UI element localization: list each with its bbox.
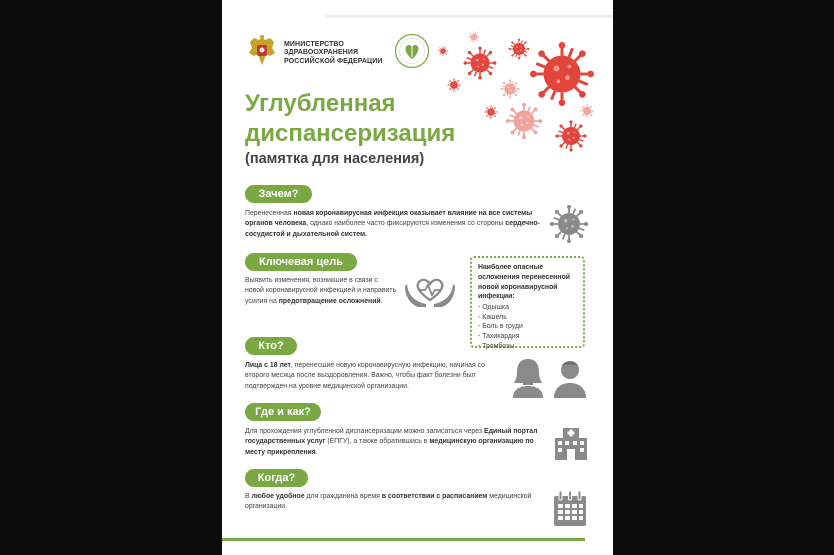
complications-title [478,263,584,302]
virus-cluster-decoration [430,28,613,158]
when-text-bold: любое удобное [251,493,305,500]
page-title [245,89,455,149]
heart-hands-icon [404,274,456,308]
bottom-divider [222,538,585,541]
top-divider [325,15,613,18]
leaflet-page [222,0,613,555]
why-pill: Зачем? [245,185,312,203]
ministry-logo-icon [394,33,430,69]
goal-text [245,276,398,307]
complication-item: - Тахикардия [478,333,520,341]
complications-list [478,303,523,352]
who-pill: Кто? [245,337,297,355]
who-text [245,361,497,392]
goal-text-part: . [380,297,383,305]
calendar-icon [552,490,588,528]
goal-text-part: Выявить изменения, возникшие в связи с новой коронавирусной инфекцией и направить усилия на [245,277,397,305]
where-text-part: Для прохождения углубленной диспансеризации можно записаться через [245,428,484,435]
who-text-bold: Лица с 18 лет [245,362,291,369]
complications-title-line: инфекции: [478,293,515,301]
complications-title-line: Наиболее опасные [478,264,544,271]
emblem-icon [246,34,278,68]
when-text [245,492,545,513]
why-text-bold: новая коронавирусная инфекция оказывает влияние на все системы органов человека [245,210,533,228]
when-text-part: медицинской организации. [245,493,532,511]
where-text-part: . [315,448,318,456]
complications-box [470,256,585,348]
why-text-part: Перенесенная [245,210,294,217]
when-text-part: для гражданина время [304,493,382,500]
page-subtitle: (памятка для населения) [245,151,425,167]
when-text-bold: в соответствии с расписанием [381,493,488,500]
goal-text-bold: предотвращение осложнений [278,297,381,305]
title-line-2: диспансеризация [245,120,456,147]
where-text-part: (ЕПГУ), а также обратившись в [325,438,430,446]
ministry-line-3: РОССИЙСКОЙ ФЕДЕРАЦИИ [284,57,383,65]
where-pill: Где и как? [245,403,321,421]
hospital-icon [553,426,589,462]
why-text [245,209,540,240]
why-text-bold: сердечно-сосудистой и дыхательной систем. [245,220,540,238]
complication-item: - Кашель [478,313,507,321]
where-text [245,427,543,458]
ministry-line-2: ЗДРАВООХРАНЕНИЯ [284,49,359,57]
when-text-part: В [245,493,252,500]
man-icon [551,356,589,398]
complication-item: - Одышка [478,304,509,311]
woman-icon [509,356,547,398]
where-text-bold: медицинскую организацию по месту прикрепления [245,438,534,456]
why-text-part: , однако наиболее часто фиксируются изменения со стороны [306,220,506,228]
title-line-1: Углубленная [245,90,396,117]
goal-pill: Ключевая цель [245,253,357,271]
who-text-part: , перенесшие новую коронавирусную инфекцию, начиная со второго месяца после выздоровления. Важно, чтобы факт болезни был подтвержден на уровне медицинской организации. [245,362,485,390]
ministry-line-1: МИНИСТЕРСТВО [284,41,344,48]
when-pill: Когда? [245,469,308,487]
virus-icon [550,205,588,243]
ministry-name [284,41,394,66]
complication-item: - Тромбозы [478,342,515,350]
complication-item: - Боль в груди [478,323,523,331]
where-text-bold: Единый портал государственных услуг [245,428,538,446]
complications-title-line: новой коронавирусной [478,283,558,291]
complications-title-line: осложнения перенесенной [478,273,570,281]
